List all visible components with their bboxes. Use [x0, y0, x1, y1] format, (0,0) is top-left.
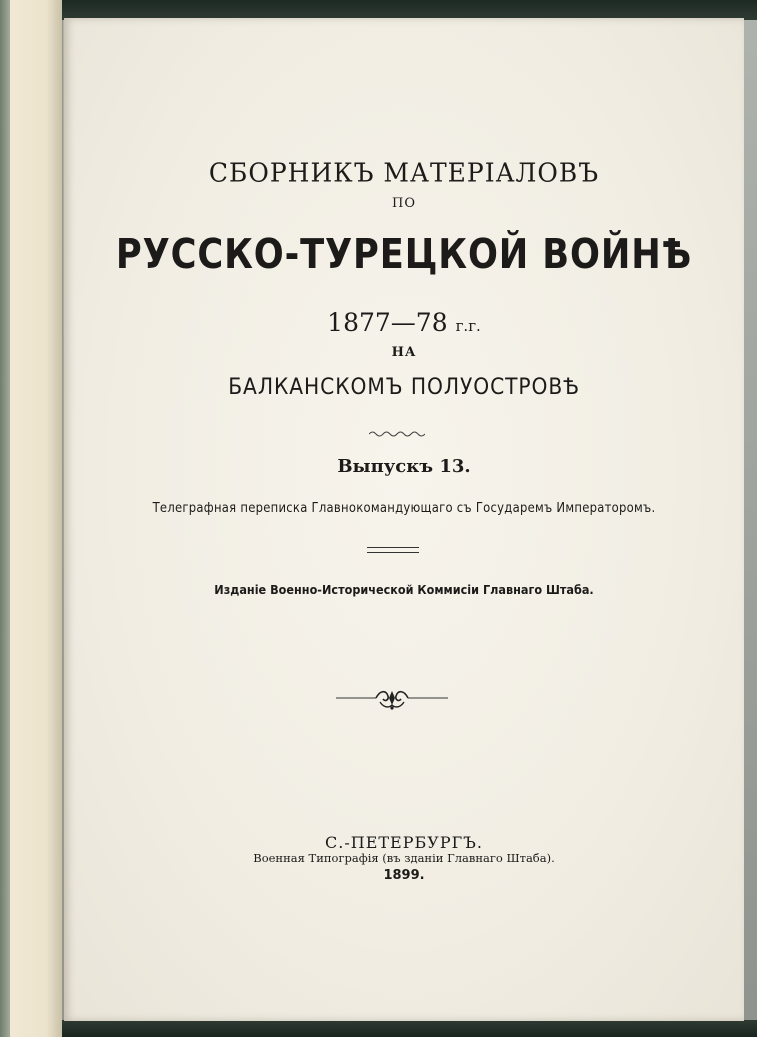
issue-subtitle: Телеграфная переписка Главнокомандующаго съ Государемъ Императоромъ.	[152, 500, 656, 516]
imprint-year: 1899.	[383, 868, 425, 883]
heading-place: БАЛКАНСКОМЪ ПОЛУОСТРОВѢ	[228, 375, 580, 400]
imprint-printer: Военная Типографія (въ зданіи Главнаго Штаба).	[253, 851, 555, 865]
double-rule-divider	[367, 547, 419, 553]
heading-na: НА	[391, 345, 417, 360]
issue-number: Выпускъ 13.	[337, 456, 471, 477]
years-value: 1877—78	[327, 308, 448, 337]
imprint-city: С.-ПЕТЕРБУРГЪ.	[325, 833, 483, 852]
heading-po: ПО	[392, 196, 416, 211]
wave-divider-icon	[369, 430, 425, 438]
title-page	[64, 18, 744, 1021]
heading-collection: СБОРНИКЪ МАТЕРІАЛОВЪ	[208, 157, 600, 188]
ornament-flourish-icon	[336, 688, 448, 712]
heading-main-title: РУССКО-ТУРЕЦКОЙ ВОЙНѢ	[115, 230, 693, 278]
edition-statement: Изданіе Военно-Исторической Коммисіи Главнаго Штаба.	[214, 582, 594, 597]
binding-cloth	[0, 0, 10, 1037]
binding-top	[62, 0, 757, 20]
book-cover-edge	[0, 0, 63, 1037]
binding-bottom	[62, 1020, 757, 1037]
years-suffix: г.г.	[455, 317, 481, 335]
heading-years	[64, 308, 744, 337]
